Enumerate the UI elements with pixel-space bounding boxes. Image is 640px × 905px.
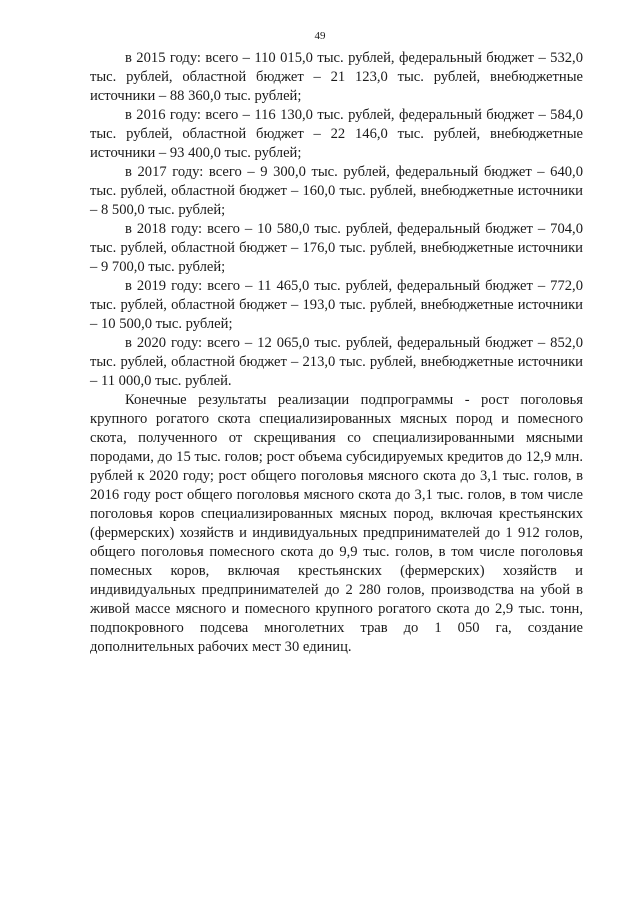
page-number: 49 [314,30,326,42]
funding-2019-paragraph: в 2019 году: всего – 11 465,0 тыс. рублей, федеральный бюджет – 772,0 тыс. рублей, областной бюджет – 193,0 тыс. рублей, внебюджетные источники – 10 500,0 тыс. рублей; [90,278,583,332]
funding-2020-paragraph: в 2020 году: всего – 12 065,0 тыс. рублей, федеральный бюджет – 852,0 тыс. рублей, областной бюджет – 213,0 тыс. рублей, внебюджетные источники – 11 000,0 тыс. рублей. [90,335,583,389]
funding-2017-paragraph: в 2017 году: всего – 9 300,0 тыс. рублей, федеральный бюджет – 640,0 тыс. рублей, областной бюджет – 160,0 тыс. рублей, внебюджетные источники – 8 500,0 тыс. рублей; [90,164,583,218]
document-body [90,49,583,657]
results-paragraph: Конечные результаты реализации подпрограммы - рост поголовья крупного рогатого скота специализированных мясных пород и помесного скота, полученного от скрещивания со специализированными мясными породами, до 15 тыс. голов; рост объема субсидируемых кредитов до 12,9 млн. рублей к 2020 году; рост общего поголовья мясного скота до 3,1 тыс. голов, в 2016 году рост общего поголовья мясного скота до 3,1 тыс. голов, в том числе поголовья коров специализированных мясных пород, включая крестьянских (фермерских) хозяйств и индивидуальных предпринимателей до 1 912 голов, общего поголовья помесного скота до 9,9 тыс. голов, в том числе поголовья помесных коров, включая крестьянских (фермерских) хозяйств и индивидуальных предпринимателей до 2 280 голов, производства на убой в живой массе мясного и помесного крупного рогатого скота до 2,9 тыс. тонн, подпокровного подсева многолетних трав до 1 050 га, создание дополнительных рабочих мест 30 единиц. [90,392,583,655]
funding-2015-paragraph: в 2015 году: всего – 110 015,0 тыс. рублей, федеральный бюджет – 532,0 тыс. рублей, областной бюджет – 21 123,0 тыс. рублей, внебюджетные источники – 88 360,0 тыс. рублей; [90,50,583,104]
funding-2016-paragraph: в 2016 году: всего – 116 130,0 тыс. рублей, федеральный бюджет – 584,0 тыс. рублей, областной бюджет – 22 146,0 тыс. рублей, внебюджетные источники – 93 400,0 тыс. рублей; [90,107,583,161]
funding-2018-paragraph: в 2018 году: всего – 10 580,0 тыс. рублей, федеральный бюджет – 704,0 тыс. рублей, областной бюджет – 176,0 тыс. рублей, внебюджетные источники – 9 700,0 тыс. рублей; [90,221,583,275]
